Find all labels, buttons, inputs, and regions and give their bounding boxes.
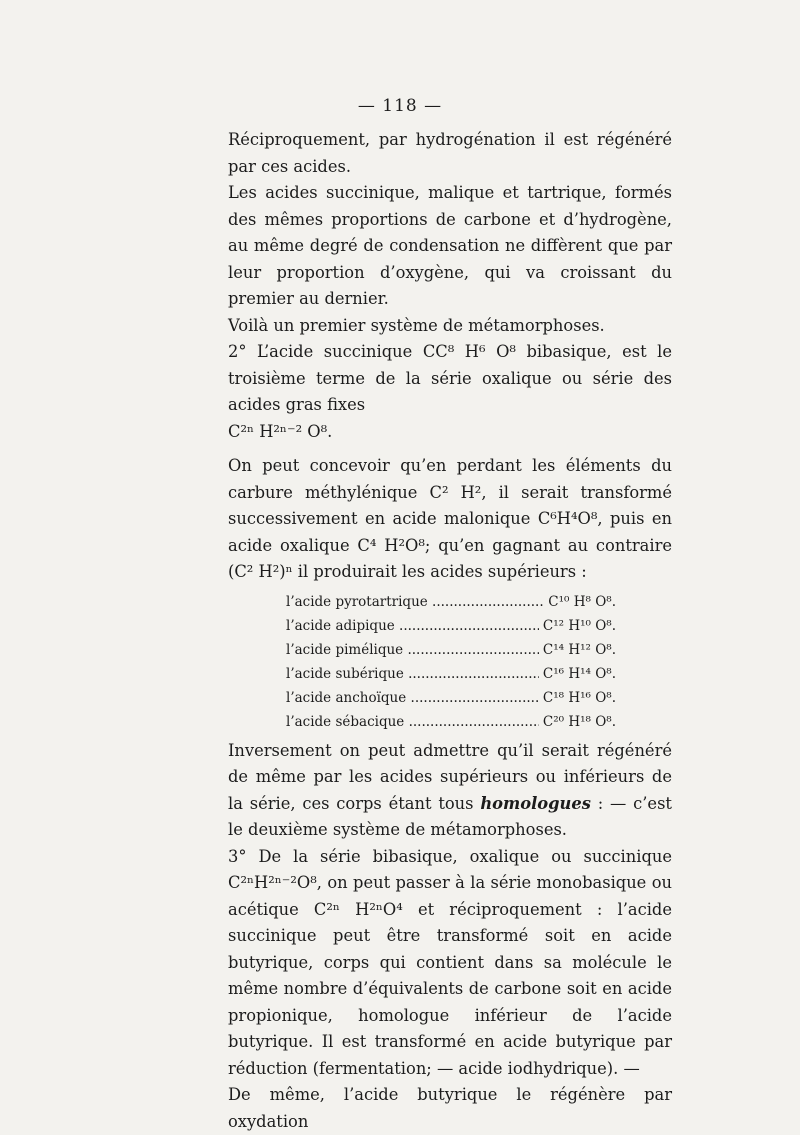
homologues-term: homologues	[480, 793, 591, 813]
list-item	[286, 638, 616, 662]
acid-name: l’acide subérique .....	[286, 662, 539, 686]
paragraph-4	[228, 339, 672, 445]
page-number: — 118 —	[357, 96, 443, 116]
acid-list	[286, 590, 616, 734]
paragraph-4-start: 2° L’acide succinique C	[228, 342, 436, 361]
paragraph-6	[228, 738, 672, 844]
paragraph-6-end: : — c’est le deuxième système de métamorphoses.	[228, 793, 672, 839]
paragraph-3: Voilà un premier système de métamorphoses.	[228, 315, 605, 335]
paragraph-8: De même, l’acide butyrique le régénère par oxydation	[228, 1085, 672, 1131]
acid-name: l’acide sébacique .....	[286, 710, 539, 734]
paragraph-6-start: Inversement on peut admettre qu’il serait régénéré de même par les acides supérieurs ou inférieurs de la série, ces corps étant tous	[228, 740, 672, 813]
acid-formula: C¹⁸ H¹⁶ O⁸.	[539, 686, 616, 710]
acid-formula: C¹² H¹⁰ O⁸.	[539, 614, 616, 638]
paragraph-4-end: bibasique, est le troisième terme de la série oxalique ou série des acides gras fixes	[228, 342, 672, 414]
paragraph-2: Les acides succinique, malique et tartrique, formés des mêmes proportions de carbone et d’hydrogène, au même degré de condensation ne diffèrent que par leur proportion d’oxygène, qui va croissant du premier au dernier.	[228, 183, 672, 308]
paragraph-7: 3° De la série bibasique, oxalique ou succinique C²ⁿH²ⁿ⁻²O⁸, on peut passer à la série monobasique ou acétique C²ⁿ H²ⁿO⁴ et réciproquement : l’acide succinique peut être transformé soit en acide butyrique, corps qui contient dans sa molécule le même nombre d’équivalents de carbone soit en acide propionique, homologue inférieur de l’acide butyrique. Il est transformé en acide butyrique par réduction (fermentation; — acide iodhydrique). —	[228, 846, 672, 1078]
acid-formula: C¹⁴ H¹² O⁸.	[539, 638, 616, 662]
acid-formula: C²⁰ H¹⁸ O⁸.	[539, 710, 616, 734]
series-formula: C²ⁿ H²ⁿ⁻² O⁸.	[228, 421, 333, 441]
body-text	[228, 127, 672, 1135]
paragraph-1: Réciproquement, par hydrogénation il est régénéré par ces acides.	[228, 130, 672, 176]
acid-name: l’acide pyrotartrique .....	[286, 590, 544, 614]
acid-name: l’acide anchoïque .....	[286, 686, 539, 710]
succinic-formula: C⁸ H⁶ O⁸	[435, 342, 516, 361]
acid-name: l’acide pimélique .....	[286, 638, 539, 662]
paragraph-5: On peut concevoir qu’en perdant les éléments du carbure méthylénique C² H², il serait transformé successivement en acide malonique C⁶H⁴O⁸, puis en acide oxalique C⁴ H²O⁸; qu’en gagnant au contraire (C² H²)ⁿ il produirait les acides supérieurs :	[228, 456, 672, 581]
list-item	[286, 662, 616, 686]
acid-formula: C¹⁶ H¹⁴ O⁸.	[539, 662, 616, 686]
acid-name: l’acide adipique .....	[286, 614, 539, 638]
acid-formula: C¹⁰ H⁸ O⁸.	[544, 590, 616, 614]
list-item	[286, 590, 616, 614]
list-item	[286, 686, 616, 710]
list-item	[286, 710, 616, 734]
list-item	[286, 614, 616, 638]
